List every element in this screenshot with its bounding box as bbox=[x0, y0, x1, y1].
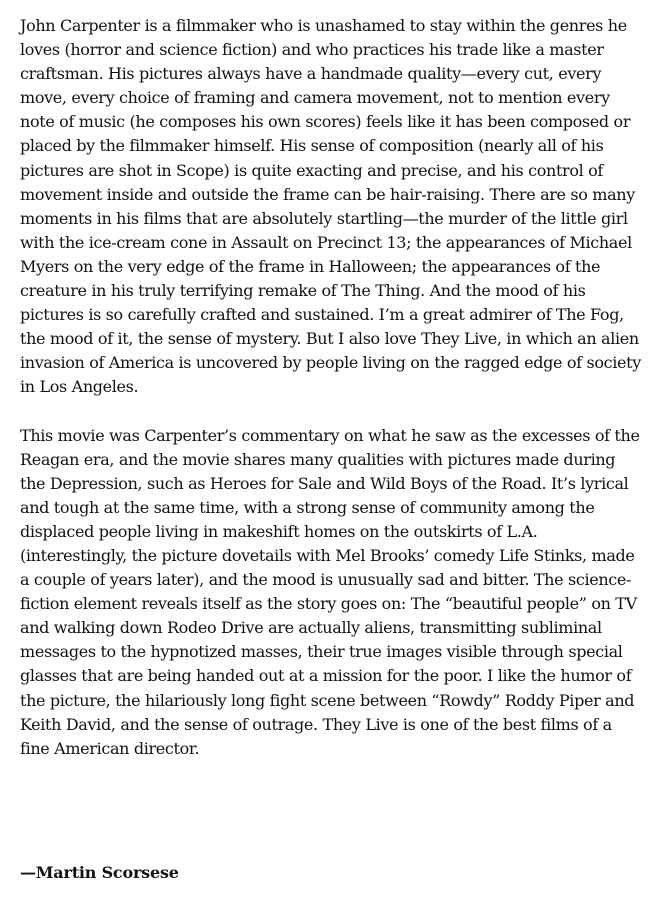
paragraph-2: This movie was Carpenter’s commentary on what he saw as the excesses of the Reagan era, and the movie shares many qualities with pictures made during the Depression, such as Heroes for Sale and Wild Boys of the Road. It’s lyrical and tough at the same time, with a strong sense of community among the displaced people living in makeshift homes on the outskirts of L.A. (interestingly, the picture dovetails with Mel Brooks’ comedy Life Stinks, made a couple of years later), and the mood is unusually sad and bitter. The science-fiction element reveals itself as the story goes on: The “beautiful people” on TV and walking down Rodeo Drive are actually aliens, transmitting subliminal messages to the hypnotized masses, their true images visible through special glasses that are being handed out at a mission for the poor. I like the humor of the picture, the hilariously long fight scene between “Rowdy” Roddy Piper and Keith David, and the sense of outrage. They Live is one of the best films of a fine American director. bbox=[20, 425, 640, 758]
paragraph-gap bbox=[20, 400, 645, 424]
article-body bbox=[20, 14, 645, 761]
paragraph-1: John Carpenter is a filmmaker who is unashamed to stay within the genres he loves (horror and science fiction) and who practices his trade like a master craftsman. His pictures always have a handmade quality—every cut, every move, every choice of framing and camera movement, not to mention every note of music (he composes his own scores) feels like it has been composed or placed by the filmmaker himself. His sense of composition (nearly all of his pictures are shot in Scope) is quite exacting and precise, and his control of movement inside and outside the frame can be hair-raising. There are so many moments in his films that are absolutely startling—the murder of the little girl with the ice-cream cone in Assault on Precinct 13; the appearances of Michael Myers on the very edge of the frame in Halloween; the appearances of the creature in his truly terrifying remake of The Thing. And the mood of his pictures is so carefully crafted and sustained. I’m a great admirer of The Fog, the mood of it, the sense of mystery. But I also love They Live, in which an alien invasion of America is uncovered by people living on the ragged edge of society in Los Angeles. bbox=[20, 16, 641, 397]
author-signature: —Martin Scorsese bbox=[20, 863, 179, 882]
